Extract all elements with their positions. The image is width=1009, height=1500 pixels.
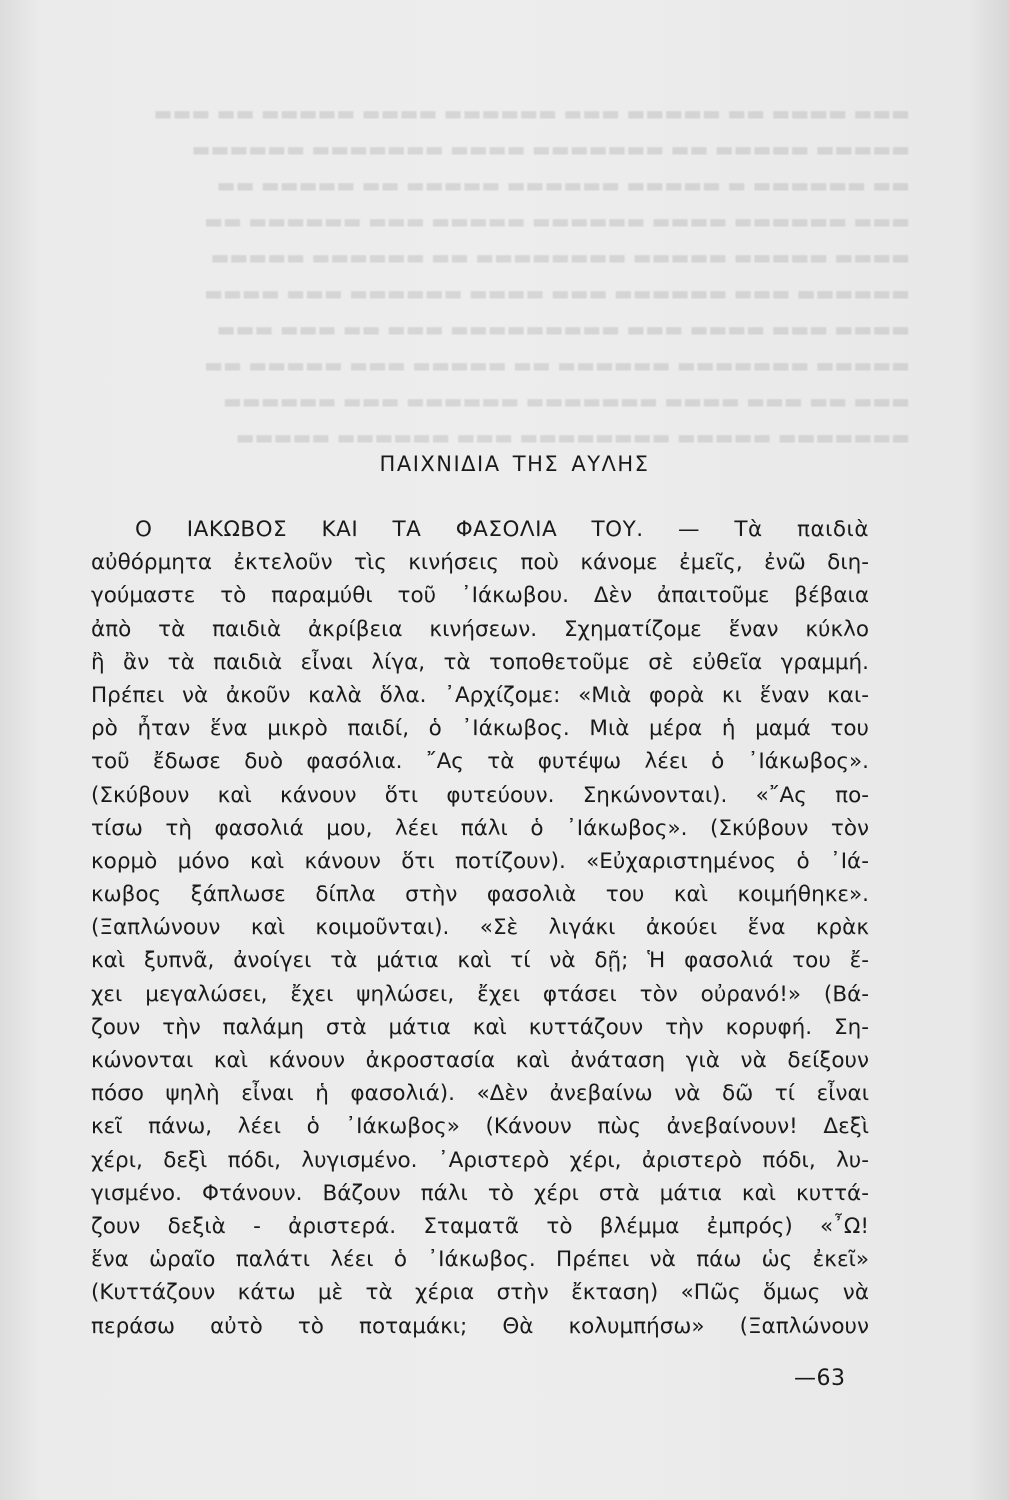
page-number: —63 [794,1366,846,1391]
text-line: τίσω τὴ φασολιά μου, λέει πάλι ὁ ᾽Ιάκωβος». (Σκύβουν τὸν [91,815,869,841]
text-line: τοῦ ἔδωσε δυὸ φασόλια. ῎Ας τὰ φυτέψω λέει ὁ ᾽Ιάκωβος». [91,749,869,775]
text-line: χέρι, δεξὶ πόδι, λυγισμένο. ᾽Αριστερὸ χέρι, ἀριστερὸ πόδι, λυ- [91,1147,869,1173]
text-line: γισμένο. Φτάνουν. Βάζουν πάλι τὸ χέρι στὰ μάτια καὶ κυττά- [91,1180,869,1206]
text-line: Πρέπει νὰ ἀκοῦν καλὰ ὅλα. ᾽Αρχίζομε: «Μιὰ φορὰ κι ἕναν και- [91,682,869,708]
text-line: ζουν δεξιὰ - ἀριστερά. Σταματᾶ τὸ βλέμμα ἐμπρός) «῏Ω! [91,1213,869,1239]
text-line: κωβος ξάπλωσε δίπλα στὴν φασολιὰ του καὶ κοιμήθηκε». [91,882,869,908]
section-heading: ΠΑΙΧΝΙΔΙΑ ΤΗΣ ΑΥΛΗΣ [379,452,650,476]
text-line: ρὸ ἦταν ἕνα μικρὸ παιδί, ὁ ᾽Ιάκωβος. Μιὰ μέρα ἡ μαμά του [91,716,869,742]
text-line: πόσο ψηλὴ εἶναι ἡ φασολιά). «Δὲν ἀνεβαίνω νὰ δῶ τί εἶναι [91,1081,869,1107]
text-line: ζουν τὴν παλάμη στὰ μάτια καὶ κυττάζουν τὴν κορυφή. Ση- [91,1014,869,1040]
text-line: γούμαστε τὸ παραμύθι τοῦ ᾽Ιάκωβου. Δὲν ἀπαιτοῦμε βέβαια [91,583,869,609]
text-line: περάσω αὐτὸ τὸ ποταμάκι; Θὰ κολυμπήσω» (Ξαπλώνουν [91,1313,869,1339]
paragraph [91,513,869,1343]
text-line: καὶ ξυπνᾶ, ἀνοίγει τὰ μάτια καὶ τί νὰ δῇ; Ἡ φασολιά του ἔ- [91,948,869,974]
text-line: κορμὸ μόνο καὶ κάνουν ὅτι ποτίζουν). «Εὐχαριστημένος ὁ ᾽Ιά- [91,848,869,874]
text-line: κώνονται καὶ κάνουν ἀκροστασία καὶ ἀνάταση γιὰ νὰ δείξουν [91,1048,869,1073]
text-line: (Σκύβουν καὶ κάνουν ὅτι φυτεύουν. Σηκώνονται). «῎Ας πο- [91,782,869,808]
text-line: Ο ΙΑΚΩΒΟΣ ΚΑΙ ΤΑ ΦΑΣΟΛΙΑ ΤΟΥ. — Τὰ παιδιὰ [135,517,869,542]
text-line: ἀπὸ τὰ παιδιὰ ἀκρίβεια κινήσεων. Σχηματίζομε ἕναν κύκλο [91,616,869,642]
text-line: χει μεγαλώσει, ἔχει ψηλώσει, ἔχει φτάσει τὸν οὐρανό!» (Βά- [91,981,869,1007]
text-line: (Ξαπλώνουν καὶ κοιμοῦνται). «Σὲ λιγάκι ἀκούει ἕνα κρὰκ [91,915,869,941]
text-line: (Κυττάζουν κάτω μὲ τὰ χέρια στὴν ἔκταση) «Πῶς ὅμως νὰ [91,1280,869,1306]
text-line: ἕνα ὡραῖο παλάτι λέει ὁ ᾽Ιάκωβος. Πρέπει νὰ πάω ὡς ἐκεῖ» [91,1247,869,1273]
text-line: αὐθόρμητα ἐκτελοῦν τὶς κινήσεις ποὺ κάνομε ἐμεῖς, ἐνῶ διη- [91,550,869,576]
text-line: κεῖ πάνω, λέει ὁ ᾽Ιάκωβος» (Κάνουν πὼς ἀνεβαίνουν! Δεξὶ [91,1114,869,1140]
text-line: ἢ ἂν τὰ παιδιὰ εἶναι λίγα, τὰ τοποθετοῦμε σὲ εὐθεῖα γραμμή. [91,649,869,675]
bleed-through-shadow: ▬▬▬ ▬▬▬▬ ▬▬ ▬▬▬▬▬ ▬▬▬ ▬▬▬▬▬▬ ▬▬▬▬ ▬▬▬▬▬ ▬▬ ▬▬▬ ▬▬▬▬▬ ▬▬▬▬▬ ▬▬ ▬▬▬▬▬▬▬ ▬▬▬▬ ▬▬▬▬▬▬▬ ▬▬▬▬▬▬ ▬▬ ▬▬▬▬▬▬ ▬ ▬▬▬▬▬ ▬▬▬▬▬▬ ▬▬▬▬▬ ▬▬ ▬▬▬▬▬ ▬▬ ▬▬▬ ▬▬▬▬▬▬ ▬▬▬▬ ▬▬▬▬▬▬ ▬▬▬▬▬ ▬▬▬ ▬▬▬▬▬▬ ▬▬ ▬▬▬▬ ▬▬▬▬▬ ▬▬▬▬▬ ▬▬▬▬▬▬▬▬ ▬▬ ▬▬▬▬▬▬ ▬▬▬▬▬ ▬▬▬▬▬▬ ▬▬▬ ▬▬▬▬▬▬ ▬▬▬ ▬▬▬▬ ▬▬▬▬▬▬ ▬▬▬ ▬▬▬▬ ▬▬▬▬ ▬▬▬ ▬▬▬▬ ▬▬▬ ▬▬▬▬▬▬▬▬▬ ▬▬▬ ▬▬ ▬▬▬ ▬▬▬ ▬▬▬▬▬ ▬▬▬▬▬▬▬ ▬▬▬▬▬▬ ▬▬ ▬▬▬▬▬ ▬▬▬ ▬▬▬▬▬ ▬▬ ▬▬▬ ▬▬ ▬▬▬ ▬▬▬▬ ▬▬▬▬▬▬▬ ▬▬▬▬▬▬ ▬▬▬ ▬▬▬▬▬▬ ▬▬▬▬▬▬▬ ▬▬▬▬▬ ▬▬▬▬▬▬▬▬ ▬▬▬ ▬▬▬▬▬▬ ▬▬▬▬▬ [153,101,910,449]
